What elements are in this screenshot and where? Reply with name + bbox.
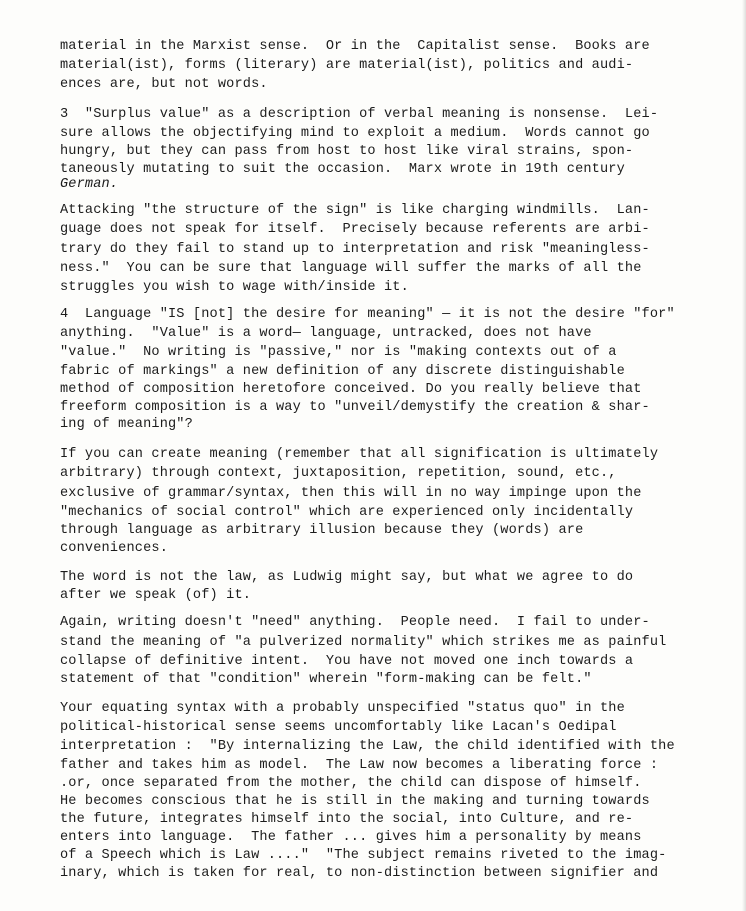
text-line: material in the Marxist sense. Or in the Capitalist sense. Books are [60,39,650,54]
text-line: If you can create meaning (remember that all signification is ultimately [60,447,659,462]
text-line: .or, once separated from the mother, the child can dispose of himself. [60,776,642,791]
page-edge-shadow [742,0,746,911]
text-line: anything. "Value" is a word— language, untracked, does not have [60,326,592,341]
text-line: statement of that "condition" wherein "form-making can be felt." [60,672,592,687]
text-line: trary do they fail to stand up to interpretation and risk "meaningless- [60,242,650,257]
text-line: ing of meaning"? [60,417,193,432]
text-line: The word is not the law, as Ludwig might say, but what we agree to do [60,570,634,585]
text-line: exclusive of grammar/syntax, then this will in no way impinge upon the [60,486,642,501]
text-line [60,175,740,194]
text-line: political-historical sense seems uncomfortably like Lacan's Oedipal [60,720,617,735]
text-line: ness." You can be sure that language will suffer the marks of all the [60,261,642,276]
text-line: taneously mutating to suit the occasion. Marx wrote in 19th century [60,162,625,177]
text-line: inary, which is taken for real, to non-distinction between signifier and [60,866,659,881]
text-line: collapse of definitive intent. You have not moved one inch towards a [60,654,634,669]
text-line: interpretation : "By internalizing the Law, the child identified with the [60,739,675,754]
text-line: He becomes conscious that he is still in the making and turning towards [60,794,650,809]
text-line: through language as arbitrary illusion because they (words) are [60,523,584,538]
text-line: sure allows the objectifying mind to exploit a medium. Words cannot go [60,126,650,141]
text-line: Again, writing doesn't "need" anything. People need. I fail to under- [60,615,650,630]
text-line: fabric of markings" a new definition of any discrete distinguishable [60,364,625,379]
text-line: material(ist), forms (literary) are material(ist), politics and audi- [60,58,634,73]
text-line: 4 Language "IS [not] the desire for meaning" — it is not the desire "for" [60,307,675,322]
text-line: guage does not speak for itself. Precisely because referents are arbi- [60,222,650,237]
text-line: stand the meaning of "a pulverized normality" which strikes me as painful [60,635,667,650]
text-line: ences are, but not words. [60,77,268,92]
italic-word: German. [60,177,119,192]
text-line: of a Speech which is Law ...." "The subject remains riveted to the imag- [60,848,667,863]
text-line: method of composition heretofore conceived. Do you really believe that [60,382,642,397]
text-line: arbitrary) through context, juxtaposition, repetition, sound, etc., [60,466,617,481]
text-line: Attacking "the structure of the sign" is like charging windmills. Lan- [60,203,650,218]
text-line: freeform composition is a way to "unveil/demystify the creation & shar- [60,400,650,415]
text-line: "mechanics of social control" which are experienced only incidentally [60,505,634,520]
text-line: father and takes him as model. The Law now becomes a liberating force : [60,758,659,773]
text-line: after we speak (of) it. [60,588,252,603]
text-line: "value." No writing is "passive," nor is "making contexts out of a [60,345,617,360]
text-line: enters into language. The father ... gives him a personality by means [60,830,642,845]
text-line: Your equating syntax with a probably unspecified "status quo" in the [60,701,625,716]
text-line: hungry, but they can pass from host to host like viral strains, spon- [60,144,634,159]
text-line: the future, integrates himself into the social, into Culture, and re- [60,812,634,827]
text-line: struggles you wish to wage with/inside it. [60,280,409,295]
text-line: conveniences. [60,541,168,556]
text-line: 3 "Surplus value" as a description of verbal meaning is nonsense. Lei- [60,107,659,122]
